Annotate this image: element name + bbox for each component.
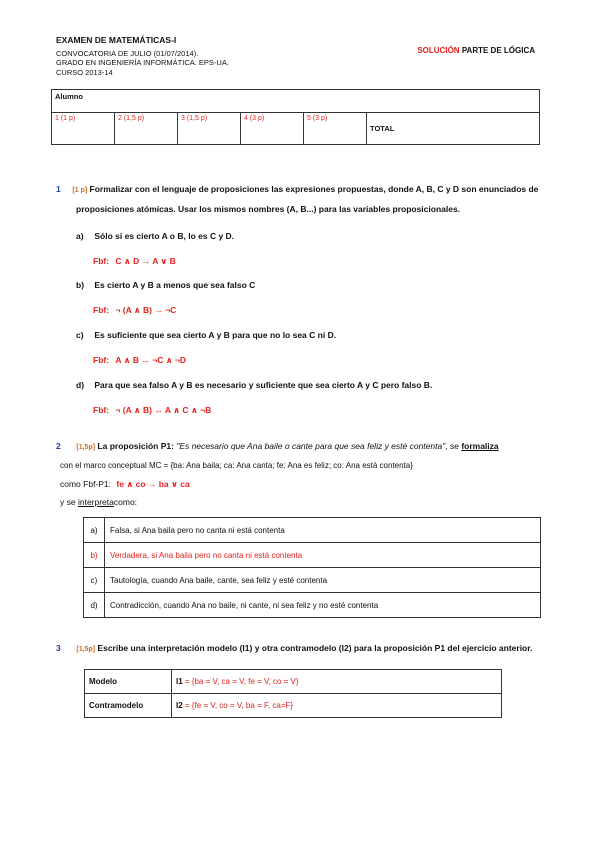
option-key: a) [84,518,105,543]
total-label: TOTAL [370,124,395,133]
question-2-interpreta-line [56,493,548,511]
question-2-fbf-line [56,475,548,493]
countermodel-value: = {fe = V, co = V, ba = F, ca=F} [184,701,294,710]
score-cell-q2[interactable]: 2 (1,5 p) [115,113,178,145]
score-cell-q4[interactable]: 4 (3 p) [241,113,304,145]
q1-item-a-label: a) [76,231,84,241]
q1-item-a-text: Sólo si es cierto A o B, lo es C y D. [94,231,235,241]
question-3-points: [1,5p] [76,646,96,653]
question-2-yse: y se [60,497,76,507]
grade-table [51,89,540,145]
model-value: = {ba = V, ca = V, fe = V, co = V} [184,677,299,686]
option-row[interactable] [84,568,541,593]
question-2-como: como Fbf-P1: [60,479,112,489]
question-2-fbf: fe ∧ co → ba ∨ ca [116,479,190,489]
option-text: Tautología, cuando Ana baile, cante, sea feliz y esté contenta [105,568,541,593]
q1-item-a-fbf: C ∧ D → A ∨ B [115,256,176,266]
option-text: Falsa, si Ana baila pero no canta ni está contenta [105,518,541,543]
question-3-models-table [84,669,502,718]
option-row[interactable] [84,518,541,543]
question-1-text: Formalizar con el lenguaje de proposiciones las expresiones propuestas, donde A, B, C y D son enunciados de proposiciones atómicas. Usar los mismos nombres (A, B...) para las variables proposicionales. [76,184,539,214]
q1-item-b-text: Es cierto A y B a menos que sea falso C [94,280,256,290]
q1-item-d-fbf: ¬ (A ∧ B) ↔ A ∧ C ∧ ¬B [115,405,212,415]
q1-item-c-label: c) [76,330,84,340]
question-1-statement [56,180,546,219]
q1-item-d-label: d) [76,380,85,390]
q1-item-c-answer [93,355,186,366]
exam-title: EXAMEN DE MATEMÁTICAS-I [56,35,177,45]
option-text: Verdadera, si Ana baila pero no canta ni está contenta [105,543,541,568]
question-2-framework: con el marco conceptual MC = {ba: Ana baila; ca: Ana canta; fe: Ana es feliz; co: Ana está contenta} [60,461,413,470]
score-cell-q3[interactable]: 3 (1,5 p) [178,113,241,145]
question-2-formaliza: formaliza [461,441,499,451]
exam-degree: GRADO EN INGENIERÍA INFORMÁTICA. EPS-UA. [56,58,229,67]
question-2-number: 2 [56,441,61,451]
q1-item-d [76,376,432,395]
question-2-interpreta: interpreta [77,497,114,507]
countermodel-value-cell [172,694,502,718]
exam-session: CONVOCATORIA DE JULIO (01/07/2014). [56,48,199,58]
question-2-intro: La proposición P1: [97,441,174,451]
fbf-label: Fbf: [93,305,110,315]
q1-item-a [76,227,234,246]
question-2-points: [1,5p] [76,444,96,451]
logic-part-label: PARTE DE LÓGICA [461,46,535,55]
option-key: c) [84,568,105,593]
question-3-text: Escribe una interpretación modelo (I1) y otra contramodelo (I2) para la proposición P1 del ejercicio anterior. [97,643,533,653]
q1-item-c-fbf: A ∧ B → ¬C ∧ ¬D [115,355,187,365]
score-cell-q5[interactable]: 5 (3 p) [304,113,367,145]
countermodel-row[interactable] [85,694,502,718]
q1-item-c-text: Es suficiente que sea cierto A y B para que no lo sea C ni D. [94,330,337,340]
student-name-cell[interactable] [52,90,540,113]
model-value-cell [172,670,502,694]
fbf-label: Fbf: [93,405,110,415]
q1-item-b-label: b) [76,280,85,290]
option-row[interactable] [84,593,541,618]
fbf-label: Fbf: [93,256,110,266]
q1-item-d-answer [93,405,211,416]
option-row-correct[interactable] [84,543,541,568]
option-key: d) [84,593,105,618]
countermodel-name: I2 [176,701,183,710]
model-label: Modelo [85,670,172,694]
q1-item-a-answer [93,256,176,267]
student-label: Alumno [55,92,83,101]
option-key: b) [84,543,105,568]
model-row[interactable] [85,670,502,694]
q1-item-d-text: Para que sea falso A y B es necesario y suficiente que sea cierto A y C pero falso B. [94,380,433,390]
model-name: I1 [176,677,183,686]
solution-label [417,46,535,55]
question-2-statement [56,437,548,457]
option-text: Contradicción, cuando Ana no baile, ni cante, ni sea feliz y no esté contenta [105,593,541,618]
question-1 [56,180,546,219]
fbf-label: Fbf: [93,355,110,365]
question-2 [56,437,548,511]
total-cell[interactable] [367,113,540,145]
question-3 [56,641,546,657]
score-cell-q1[interactable]: 1 (1 p) [52,113,115,145]
q1-item-c [76,326,336,345]
question-1-number: 1 [56,184,61,194]
exam-header [56,36,229,77]
question-2-como2: como: [113,497,138,507]
question-3-statement [56,641,546,657]
question-3-number: 3 [56,643,61,653]
exam-course: CURSO 2013-14 [56,67,113,77]
question-2-options-table [83,517,541,618]
countermodel-label: Contramodelo [85,694,172,718]
solution-word: SOLUCIÓN [417,46,460,55]
question-2-quote: "Es necesario que Ana baile o cante para que sea feliz y esté contenta" [176,441,446,451]
question-1-points: [1 p] [72,187,88,194]
q1-item-b [76,276,255,295]
q1-item-b-answer [93,305,176,316]
q1-item-b-fbf: ¬ (A ∧ B) → ¬C [115,305,177,315]
question-2-se: , se [445,441,459,451]
